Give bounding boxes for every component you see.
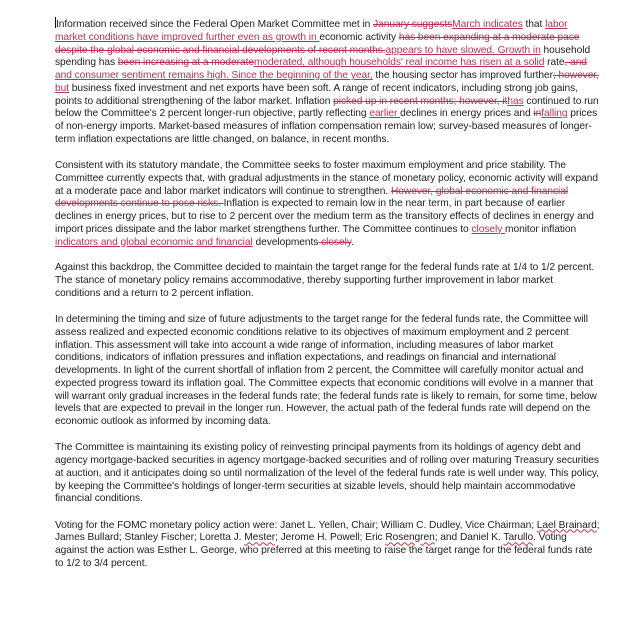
inserted-text: falling xyxy=(541,108,568,120)
text-run: ; Jerome H. Powell; Eric xyxy=(275,532,386,544)
text-run: household spending has xyxy=(55,44,591,69)
text-run: the housing sector has improved further xyxy=(372,70,553,81)
deleted-text: January suggests xyxy=(373,19,453,30)
misspelled-name: Rosengren xyxy=(385,532,435,544)
text-run: Consistent with its statutory mandate, the Committee seeks to foster maximum employment and price stability. The Committee currently expects that, with gradual adjustments in the stance of monetary policy, economic activity will expand at a moderate pace and labor market indicators will continue to strengthen. xyxy=(55,160,598,197)
text-run: rate xyxy=(544,57,565,69)
text-run: monitor inflation xyxy=(505,223,577,235)
inserted-text: earlier xyxy=(369,108,401,120)
text-run: ; James Bullard; Stanley Fischer; Loretta J. xyxy=(55,519,600,544)
inserted-text: labor market conditions have improved further even as growth in xyxy=(55,19,568,43)
deleted-text: ; however, xyxy=(553,70,599,81)
text-run: developments xyxy=(252,236,319,248)
paragraph-outlook[interactable] xyxy=(55,160,600,249)
inserted-text: has xyxy=(507,95,524,107)
inserted-text: appears to have slowed. Growth in xyxy=(385,44,541,56)
text-run: Against this backdrop, the Committee decided to maintain the target range for the federal funds rate at 1/4 to 1/2 percent. The stance of monetary policy remains accommodative, thereby supporting further improvement in labor market conditions and a return to 2 percent inflation. xyxy=(55,262,595,299)
paragraph-reinvestment-policy[interactable] xyxy=(55,442,600,506)
deleted-text: has been expanding at a moderate pace despite the global economic and financial developments of recent months. xyxy=(55,31,580,56)
inserted-text: and consumer sentiment remains high. Since the beginning of the year, xyxy=(55,70,373,81)
text-run: continued to run below the Committee's 2 percent longer-run objective, partly reflecting xyxy=(55,95,599,120)
deleted-text: been increasing at a moderate xyxy=(117,57,254,69)
misspelled-name: Lael Brainard xyxy=(536,519,597,531)
deleted-text: closely xyxy=(318,236,352,248)
inserted-text: but xyxy=(55,82,70,94)
text-run: Inflation is expected to remain low in the near term, in part because of earlier declines in energy prices, but to rise to 2 percent over the medium term as the transitory effects of declines in energy and import prices dissipate and the labor market strengthens further. The Committee continues to xyxy=(55,198,594,235)
deleted-text: in xyxy=(533,108,542,120)
text-run: Voting for the FOMC monetary policy action were: Janet L. Yellen, Chair; William C. Dudley, Vice Chairman; xyxy=(55,519,537,531)
text-run: In determining the timing and size of future adjustments to the target range for the federal funds rate, the Committee will assess realized and expected economic conditions relative to its objectives of maximum employment and 2 percent inflation. This assessment will take into account a wide range of information, including measures of labor market conditions, indicators of inflation pressures and inflation expectations, and readings on financial and international developments. In light of the current shortfall of inflation from 2 percent, the Committee will carefully monitor actual and expected progress toward its inflation goal. The Committee expects that economic conditions will evolve in a manner that will warrant only gradual increases in the federal funds rate; the federal funds rate is likely to remain, for some time, below levels that are expected to prevail in the longer run. However, the actual path of the federal funds rate will depend on the economic outlook as informed by incoming data. xyxy=(55,314,597,427)
paragraph-policy-decision[interactable] xyxy=(55,262,600,300)
deleted-text: picked up in recent months; however, it xyxy=(333,95,508,107)
paragraph-economic-conditions[interactable] xyxy=(55,17,600,147)
inserted-text: closely xyxy=(471,223,506,235)
paragraph-future-adjustments[interactable] xyxy=(55,314,600,429)
text-run: . xyxy=(351,236,354,248)
misspelled-name: Mester xyxy=(244,532,276,544)
paragraph-voting[interactable] xyxy=(55,520,600,571)
text-run: declines in energy prices and xyxy=(400,108,534,120)
inserted-text: March indicates xyxy=(452,19,523,30)
text-run: . Voting against the action was Esther L. George, who preferred at this meeting to raise the target range for the federal funds rate to 1/2 to 3/4 percent. xyxy=(55,532,593,569)
text-run: The Committee is maintaining its existing policy of reinvesting principal payments from its holdings of agency debt and agency mortgage-backed securities in agency mortgage-backed securities and of rolling over maturing Treasury securities at auction, and it anticipates doing so until normalization of the level of the federal funds rate is well under way. This policy, by keeping the Committee's holdings of longer-term securities at sizable levels, should help maintain accommodative financial conditions. xyxy=(55,442,599,505)
text-run: prices of non-energy imports. Market-based measures of inflation compensation remain low; survey-based measures of longer-term inflation expectations are little changed, on balance, in recent months. xyxy=(55,108,598,145)
text-run: Information received since the Federal Open Market Committee met in xyxy=(56,19,374,30)
inserted-text: indicators and global economic and financial xyxy=(55,236,253,248)
deleted-text: , and xyxy=(564,57,587,69)
text-run: ; and Daniel K. xyxy=(434,532,504,544)
text-run: economic activity xyxy=(319,31,399,43)
text-run: business fixed investment and net exports have been soft. A range of recent indicators, including strong job gains, points to additional strengthening of the labor market. Inflation xyxy=(55,82,578,107)
text-run: that xyxy=(522,19,546,30)
document-body[interactable] xyxy=(55,17,600,584)
inserted-text: moderated, although households' real income has risen at a solid xyxy=(253,57,545,69)
deleted-text: However, global economic and financial developments continue to pose risks. xyxy=(55,185,569,210)
misspelled-name: Tarullo xyxy=(503,532,534,544)
